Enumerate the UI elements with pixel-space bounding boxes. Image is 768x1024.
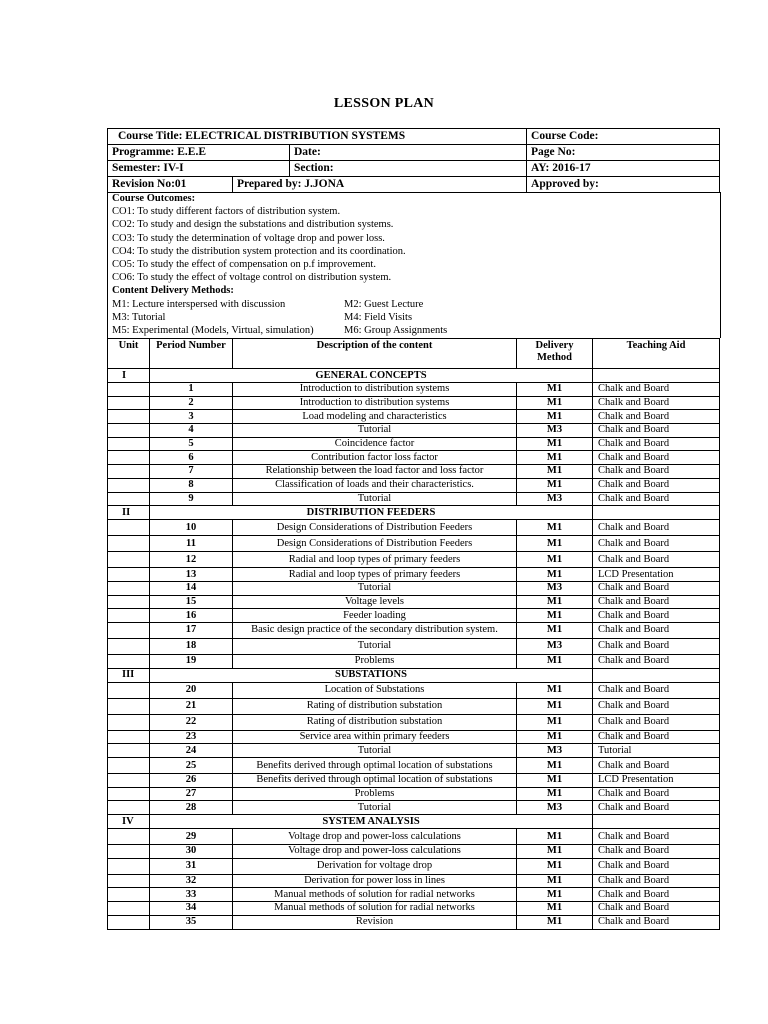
period-number: 35 <box>150 915 233 929</box>
teaching-aid: Chalk and Board <box>593 829 720 845</box>
content-description: Service area within primary feeders <box>233 730 517 744</box>
unit-cell <box>108 622 150 638</box>
unit-cell <box>108 465 150 479</box>
teaching-aid: LCD Presentation <box>593 568 720 582</box>
unit-cell <box>108 552 150 568</box>
content-description: Radial and loop types of primary feeders <box>233 568 517 582</box>
content-description: Coincidence factor <box>233 437 517 451</box>
table-row <box>108 774 720 788</box>
course-title-row <box>108 129 720 145</box>
content-description: Design Considerations of Distribution Feeders <box>233 520 517 536</box>
content-description: Problems <box>233 787 517 801</box>
period-number: 18 <box>150 638 233 654</box>
period-number: 15 <box>150 595 233 609</box>
unit-cell <box>108 492 150 506</box>
unit-aid-cell <box>593 369 720 383</box>
teaching-aid: Chalk and Board <box>593 595 720 609</box>
unit-cell <box>108 774 150 788</box>
revision-no: Revision No:01 <box>108 177 233 193</box>
content-description: Introduction to distribution systems <box>233 396 517 410</box>
lesson-schedule-table <box>107 338 720 930</box>
unit-cell <box>108 654 150 668</box>
table-row <box>108 758 720 774</box>
period-number: 13 <box>150 568 233 582</box>
column-header: Teaching Aid <box>593 339 720 369</box>
teaching-aid: Chalk and Board <box>593 915 720 929</box>
delivery-method: M1 <box>517 383 593 397</box>
course-outcome-item: CO1: To study different factors of distribution system. <box>112 206 341 218</box>
content-description: Benefits derived through optimal location of substations <box>233 758 517 774</box>
unit-title: DISTRIBUTION FEEDERS <box>150 506 593 520</box>
delivery-method: M1 <box>517 774 593 788</box>
prepared-by: Prepared by: J.JONA <box>233 177 527 193</box>
delivery-method: M1 <box>517 787 593 801</box>
unit-cell <box>108 744 150 758</box>
programme: Programme: E.E.E <box>108 145 290 161</box>
teaching-aid: Chalk and Board <box>593 478 720 492</box>
unit-cell <box>108 888 150 902</box>
table-row <box>108 682 720 698</box>
period-number: 19 <box>150 654 233 668</box>
period-number: 30 <box>150 845 233 859</box>
teaching-aid: Chalk and Board <box>593 638 720 654</box>
period-number: 4 <box>150 424 233 438</box>
column-header: Delivery Method <box>517 339 593 369</box>
teaching-aid: Chalk and Board <box>593 654 720 668</box>
delivery-method: M1 <box>517 478 593 492</box>
teaching-aid: Chalk and Board <box>593 552 720 568</box>
content-description: Basic design practice of the secondary distribution system. <box>233 622 517 638</box>
delivery-method: M3: Tutorial <box>112 311 166 323</box>
period-number: 6 <box>150 451 233 465</box>
unit-header-row <box>108 815 720 829</box>
content-description: Voltage drop and power-loss calculations <box>233 829 517 845</box>
table-row <box>108 801 720 815</box>
table-row <box>108 829 720 845</box>
delivery-method: M1 <box>517 552 593 568</box>
teaching-aid: Chalk and Board <box>593 622 720 638</box>
content-description: Manual methods of solution for radial networks <box>233 902 517 916</box>
unit-title: GENERAL CONCEPTS <box>150 369 593 383</box>
content-description: Derivation for power loss in lines <box>233 874 517 888</box>
period-number: 16 <box>150 609 233 623</box>
unit-cell <box>108 874 150 888</box>
content-description: Problems <box>233 654 517 668</box>
date: Date: <box>290 145 527 161</box>
table-row <box>108 714 720 730</box>
column-header: Description of the content <box>233 339 517 369</box>
period-number: 14 <box>150 581 233 595</box>
table-row <box>108 451 720 465</box>
unit-cell <box>108 698 150 714</box>
delivery-method: M1 <box>517 451 593 465</box>
unit-cell <box>108 424 150 438</box>
content-description: Tutorial <box>233 801 517 815</box>
delivery-method: M1 <box>517 915 593 929</box>
unit-header-row <box>108 506 720 520</box>
teaching-aid: Chalk and Board <box>593 698 720 714</box>
teaching-aid: Chalk and Board <box>593 383 720 397</box>
unit-cell <box>108 638 150 654</box>
course-title: Course Title: ELECTRICAL DISTRIBUTION SYSTEMS <box>108 129 527 145</box>
unit-cell <box>108 609 150 623</box>
delivery-method: M3 <box>517 638 593 654</box>
period-number: 25 <box>150 758 233 774</box>
teaching-aid: Chalk and Board <box>593 682 720 698</box>
table-row <box>108 787 720 801</box>
content-description: Revision <box>233 915 517 929</box>
delivery-method: M1: Lecture interspersed with discussion <box>112 298 286 310</box>
section: Section: <box>290 161 527 177</box>
document-title: LESSON PLAN <box>333 96 435 111</box>
unit-header-row <box>108 668 720 682</box>
unit-cell <box>108 410 150 424</box>
content-description: Load modeling and characteristics <box>233 410 517 424</box>
period-number: 33 <box>150 888 233 902</box>
delivery-method: M1 <box>517 758 593 774</box>
teaching-aid: Chalk and Board <box>593 902 720 916</box>
content-description: Classification of loads and their characteristics. <box>233 478 517 492</box>
column-header: Unit <box>108 339 150 369</box>
unit-cell <box>108 787 150 801</box>
delivery-method: M1 <box>517 520 593 536</box>
delivery-method: M3 <box>517 744 593 758</box>
content-description: Design Considerations of Distribution Feeders <box>233 536 517 552</box>
table-row <box>108 520 720 536</box>
delivery-methods-heading: Content Delivery Methods: <box>112 285 234 297</box>
delivery-method: M1 <box>517 730 593 744</box>
period-number: 26 <box>150 774 233 788</box>
period-number: 28 <box>150 801 233 815</box>
course-outcome-item: CO3: To study the determination of voltage drop and power loss. <box>112 232 385 244</box>
delivery-method: M1 <box>517 465 593 479</box>
table-row <box>108 845 720 859</box>
delivery-method: M1 <box>517 595 593 609</box>
delivery-method: M1 <box>517 609 593 623</box>
unit-number: IV <box>108 815 150 829</box>
unit-header-row <box>108 369 720 383</box>
table-row <box>108 396 720 410</box>
delivery-method: M1 <box>517 874 593 888</box>
teaching-aid: Chalk and Board <box>593 396 720 410</box>
delivery-method: M3 <box>517 492 593 506</box>
teaching-aid: Chalk and Board <box>593 858 720 874</box>
content-description: Tutorial <box>233 492 517 506</box>
unit-cell <box>108 858 150 874</box>
table-row <box>108 638 720 654</box>
teaching-aid: Chalk and Board <box>593 801 720 815</box>
delivery-method: M4: Field Visits <box>344 311 413 323</box>
content-description: Benefits derived through optimal location of substations <box>233 774 517 788</box>
period-number: 7 <box>150 465 233 479</box>
period-number: 10 <box>150 520 233 536</box>
table-row <box>108 424 720 438</box>
table-row <box>108 383 720 397</box>
content-description: Location of Substations <box>233 682 517 698</box>
delivery-method: M6: Group Assignments <box>344 325 448 337</box>
table-row <box>108 595 720 609</box>
delivery-method: M5: Experimental (Models, Virtual, simulation) <box>112 325 314 337</box>
table-row <box>108 581 720 595</box>
unit-cell <box>108 730 150 744</box>
table-row <box>108 874 720 888</box>
teaching-aid: Chalk and Board <box>593 730 720 744</box>
teaching-aid: Chalk and Board <box>593 787 720 801</box>
table-row <box>108 437 720 451</box>
course-info-table <box>107 128 720 193</box>
unit-cell <box>108 801 150 815</box>
course-outcomes-heading: Course Outcomes: <box>112 193 196 204</box>
unit-number: III <box>108 668 150 682</box>
period-number: 29 <box>150 829 233 845</box>
unit-number: II <box>108 506 150 520</box>
unit-cell <box>108 581 150 595</box>
table-row <box>108 410 720 424</box>
content-description: Rating of distribution substation <box>233 714 517 730</box>
content-description: Rating of distribution substation <box>233 698 517 714</box>
content-description: Voltage drop and power-loss calculations <box>233 845 517 859</box>
course-outcome-item: CO5: To study the effect of compensation on p.f improvement. <box>112 259 376 271</box>
teaching-aid: Chalk and Board <box>593 714 720 730</box>
period-number: 23 <box>150 730 233 744</box>
teaching-aid: Chalk and Board <box>593 451 720 465</box>
table-row <box>108 654 720 668</box>
table-row <box>108 698 720 714</box>
teaching-aid: Chalk and Board <box>593 465 720 479</box>
teaching-aid: Tutorial <box>593 744 720 758</box>
semester-row <box>108 161 720 177</box>
delivery-method: M3 <box>517 801 593 815</box>
table-row <box>108 915 720 929</box>
unit-cell <box>108 714 150 730</box>
unit-cell <box>108 568 150 582</box>
teaching-aid: LCD Presentation <box>593 774 720 788</box>
period-number: 9 <box>150 492 233 506</box>
teaching-aid: Chalk and Board <box>593 888 720 902</box>
teaching-aid: Chalk and Board <box>593 609 720 623</box>
delivery-method: M1 <box>517 858 593 874</box>
unit-title: SYSTEM ANALYSIS <box>150 815 593 829</box>
period-number: 2 <box>150 396 233 410</box>
period-number: 5 <box>150 437 233 451</box>
delivery-method: M1 <box>517 682 593 698</box>
delivery-method: M1 <box>517 714 593 730</box>
course-outcome-item: CO4: To study the distribution system protection and its coordination. <box>112 245 406 257</box>
delivery-method: M1 <box>517 622 593 638</box>
table-row <box>108 536 720 552</box>
content-description: Tutorial <box>233 581 517 595</box>
period-number: 22 <box>150 714 233 730</box>
period-number: 1 <box>150 383 233 397</box>
teaching-aid: Chalk and Board <box>593 581 720 595</box>
table-row <box>108 744 720 758</box>
period-number: 31 <box>150 858 233 874</box>
column-header: Period Number <box>150 339 233 369</box>
table-row <box>108 888 720 902</box>
course-outcome-item: CO2: To study and design the substations and distribution systems. <box>112 219 394 231</box>
period-number: 24 <box>150 744 233 758</box>
unit-cell <box>108 682 150 698</box>
content-description: Tutorial <box>233 744 517 758</box>
period-number: 21 <box>150 698 233 714</box>
delivery-method: M1 <box>517 568 593 582</box>
unit-cell <box>108 451 150 465</box>
unit-aid-cell <box>593 506 720 520</box>
teaching-aid: Chalk and Board <box>593 536 720 552</box>
teaching-aid: Chalk and Board <box>593 874 720 888</box>
unit-title: SUBSTATIONS <box>150 668 593 682</box>
delivery-method-row <box>112 324 716 337</box>
teaching-aid: Chalk and Board <box>593 520 720 536</box>
unit-cell <box>108 829 150 845</box>
table-row <box>108 730 720 744</box>
course-outcome-item: CO6: To study the effect of voltage control on distribution system. <box>112 272 392 284</box>
revision-row <box>108 177 720 193</box>
content-description: Manual methods of solution for radial networks <box>233 888 517 902</box>
delivery-method: M1 <box>517 437 593 451</box>
period-number: 17 <box>150 622 233 638</box>
delivery-method: M1 <box>517 845 593 859</box>
unit-number: I <box>108 369 150 383</box>
delivery-method: M3 <box>517 424 593 438</box>
approved-by: Approved by: <box>527 177 720 193</box>
period-number: 12 <box>150 552 233 568</box>
delivery-method: M1 <box>517 698 593 714</box>
teaching-aid: Chalk and Board <box>593 424 720 438</box>
table-row <box>108 465 720 479</box>
unit-cell <box>108 915 150 929</box>
delivery-method: M1 <box>517 396 593 410</box>
content-description: Tutorial <box>233 424 517 438</box>
semester: Semester: IV-I <box>108 161 290 177</box>
table-row <box>108 858 720 874</box>
period-number: 27 <box>150 787 233 801</box>
unit-cell <box>108 383 150 397</box>
table-row <box>108 609 720 623</box>
table-row <box>108 552 720 568</box>
programme-row <box>108 145 720 161</box>
unit-cell <box>108 595 150 609</box>
table-header-row <box>108 339 720 369</box>
unit-cell <box>108 758 150 774</box>
table-row <box>108 478 720 492</box>
content-description: Voltage levels <box>233 595 517 609</box>
delivery-method: M1 <box>517 829 593 845</box>
unit-cell <box>108 437 150 451</box>
delivery-method: M1 <box>517 536 593 552</box>
content-description: Contribution factor loss factor <box>233 451 517 465</box>
delivery-method: M2: Guest Lecture <box>344 298 424 310</box>
table-row <box>108 622 720 638</box>
content-description: Introduction to distribution systems <box>233 383 517 397</box>
course-outcomes-section <box>107 192 721 338</box>
table-row <box>108 492 720 506</box>
unit-aid-cell <box>593 668 720 682</box>
unit-cell <box>108 845 150 859</box>
period-number: 32 <box>150 874 233 888</box>
content-description: Tutorial <box>233 638 517 654</box>
period-number: 3 <box>150 410 233 424</box>
unit-cell <box>108 902 150 916</box>
delivery-method: M1 <box>517 902 593 916</box>
delivery-method-row <box>112 311 716 324</box>
period-number: 34 <box>150 902 233 916</box>
teaching-aid: Chalk and Board <box>593 492 720 506</box>
content-description: Radial and loop types of primary feeders <box>233 552 517 568</box>
delivery-method-row <box>112 298 716 311</box>
page-no: Page No: <box>527 145 720 161</box>
teaching-aid: Chalk and Board <box>593 410 720 424</box>
teaching-aid: Chalk and Board <box>593 845 720 859</box>
unit-aid-cell <box>593 815 720 829</box>
table-row <box>108 568 720 582</box>
delivery-method: M1 <box>517 654 593 668</box>
delivery-method: M3 <box>517 581 593 595</box>
teaching-aid: Chalk and Board <box>593 758 720 774</box>
delivery-method: M1 <box>517 888 593 902</box>
period-number: 8 <box>150 478 233 492</box>
period-number: 20 <box>150 682 233 698</box>
period-number: 11 <box>150 536 233 552</box>
academic-year: AY: 2016-17 <box>527 161 720 177</box>
teaching-aid: Chalk and Board <box>593 437 720 451</box>
unit-cell <box>108 396 150 410</box>
unit-cell <box>108 520 150 536</box>
course-code: Course Code: <box>527 129 720 145</box>
unit-cell <box>108 536 150 552</box>
table-row <box>108 902 720 916</box>
delivery-method: M1 <box>517 410 593 424</box>
content-description: Relationship between the load factor and loss factor <box>233 465 517 479</box>
content-description: Derivation for voltage drop <box>233 858 517 874</box>
content-description: Feeder loading <box>233 609 517 623</box>
unit-cell <box>108 478 150 492</box>
